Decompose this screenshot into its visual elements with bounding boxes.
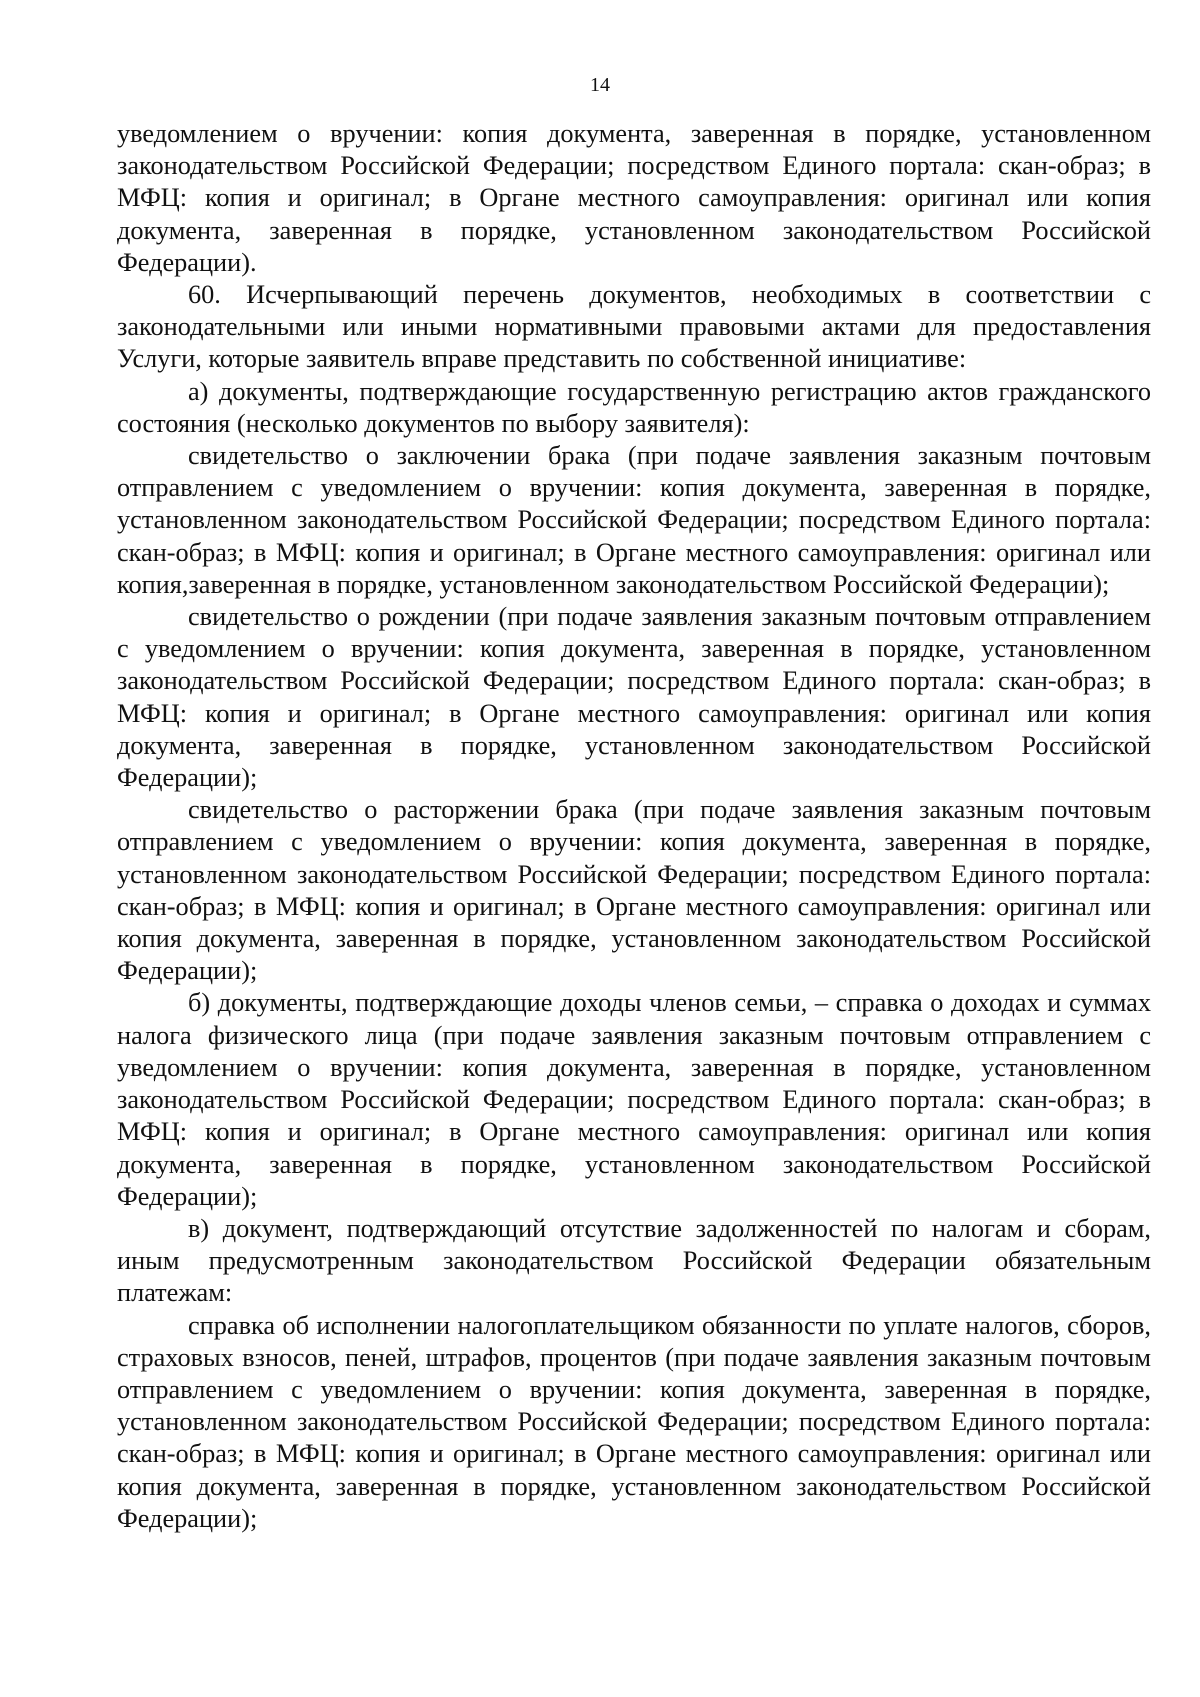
paragraph: свидетельство о расторжении брака (при подаче заявления заказным почтовым отправлением с уведомлением о вручении: копия документа, заверенная в порядке, установленном законодательством Российской Федерации; посредством Единого портала: скан-образ; в МФЦ: копия и оригинал; в Органе местного самоуправления: оригинал или копия документа, заверенная в порядке, установленном законодательством Российской Федерации); xyxy=(117,795,1151,986)
paragraph: свидетельство о рождении (при подаче заявления заказным почтовым отправлением с уведомлением о вручении: копия документа, заверенная в порядке, установленном законодательством Российской Федерации; посредством Единого портала: скан-образ; в МФЦ: копия и оригинал; в Органе местного самоуправления: оригинал или копия документа, заверенная в порядке, установленном законодательством Российской Федерации); xyxy=(117,602,1151,793)
paragraph: а) документы, подтверждающие государственную регистрацию актов гражданского состояния (несколько документов по выбору заявителя): xyxy=(117,376,1151,438)
paragraph: справка об исполнении налогоплательщиком обязанности по уплате налогов, сборов, страховых взносов, пеней, штрафов, процентов (при подаче заявления заказным почтовым отправлением с уведомлением о вручении: копия документа, заверенная в порядке, установленном законодательством Российской Федерации; посредством Единого портала: скан-образ; в МФЦ: копия и оригинал; в Органе местного самоуправления: оригинал или копия документа, заверенная в порядке, установленном законодательством Российской Федерации); xyxy=(117,1310,1151,1533)
paragraph: свидетельство о заключении брака (при подаче заявления заказным почтовым отправлением с уведомлением о вручении: копия документа, заверенная в порядке, установленном законодательством Российской Федерации; посредством Единого портала: скан-образ; в МФЦ: копия и оригинал; в Органе местного самоуправления: оригинал или копия,заверенная в порядке, установленном законодательством Российской Федерации); xyxy=(117,441,1151,599)
paragraph: 60. Исчерпывающий перечень документов, необходимых в соответствии с законодательными или иными нормативными правовыми актами для предоставления Услуги, которые заявитель вправе представить по собственной инициативе: xyxy=(117,280,1151,374)
page-number: 14 xyxy=(590,74,610,96)
paragraph: уведомлением о вручении: копия документа, заверенная в порядке, установленном законодательством Российской Федерации; посредством Единого портала: скан-образ; в МФЦ: копия и оригинал; в Органе местного самоуправления: оригинал или копия документа, заверенная в порядке, установленном законодательством Российской Федерации). xyxy=(117,119,1151,277)
paragraph: в) документ, подтверждающий отсутствие задолженностей по налогам и сборам, иным предусмотренным законодательством Российской Федерации обязательным платежам: xyxy=(117,1213,1151,1308)
paragraph: б) документы, подтверждающие доходы членов семьи, – справка о доходах и суммах налога физического лица (при подаче заявления заказным почтовым отправлением с уведомлением о вручении: копия документа, заверенная в порядке, установленном законодательством Российской Федерации; посредством Единого портала: скан-образ; в МФЦ: копия и оригинал; в Органе местного самоуправления: оригинал или копия документа, заверенная в порядке, установленном законодательством Российской Федерации); xyxy=(117,988,1151,1211)
document-body xyxy=(117,118,1151,1535)
